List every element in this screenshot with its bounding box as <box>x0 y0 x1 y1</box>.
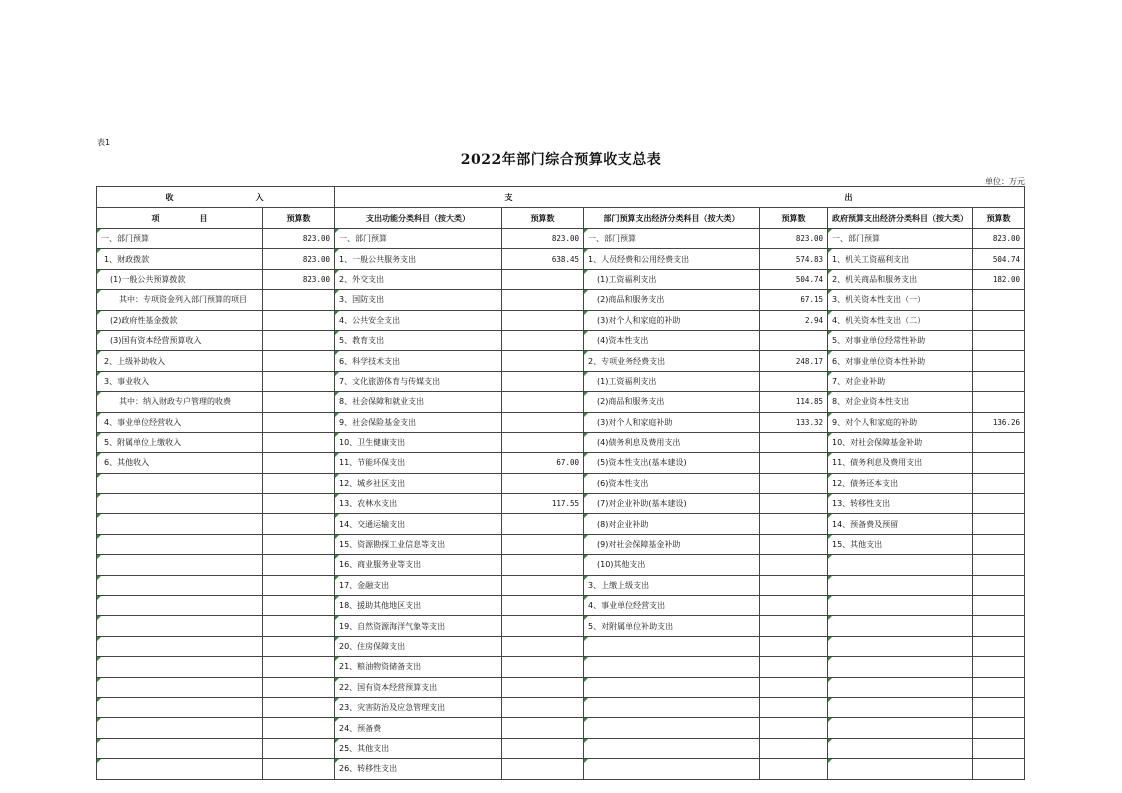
func-item-cell: 17、金融支出 <box>335 575 502 595</box>
dept-econ-item-cell: (3)对个人和家庭补助 <box>584 412 760 432</box>
gov-econ-item-cell: 3、机关资本性支出（一） <box>828 290 973 310</box>
gov-econ-budget-cell <box>973 330 1025 350</box>
income-item-cell <box>97 657 263 677</box>
income-item-cell <box>97 636 263 656</box>
dept-econ-budget-cell <box>760 494 828 514</box>
gov-econ-budget-cell <box>973 596 1025 616</box>
dept-econ-budget-cell <box>760 473 828 493</box>
func-budget-cell <box>502 759 584 779</box>
income-item-cell <box>97 596 263 616</box>
table-row <box>97 596 1025 616</box>
gov-econ-item-cell <box>828 677 973 697</box>
dept-econ-budget-cell <box>760 657 828 677</box>
income-item-cell <box>97 494 263 514</box>
gov-econ-item-cell: 6、对事业单位资本性补助 <box>828 351 973 371</box>
func-budget-cell <box>502 657 584 677</box>
dept-econ-item-cell <box>584 697 760 717</box>
table-row <box>97 351 1025 371</box>
gov-econ-item-cell: 7、对企业补助 <box>828 371 973 391</box>
table-row <box>97 534 1025 554</box>
header-row-columns <box>97 208 1025 229</box>
table-row <box>97 392 1025 412</box>
func-budget-cell <box>502 636 584 656</box>
func-budget-cell <box>502 371 584 391</box>
func-item-cell: 一、部门预算 <box>335 229 502 249</box>
income-budget-cell <box>263 596 335 616</box>
dept-econ-budget-cell: 504.74 <box>760 269 828 289</box>
income-budget-cell <box>263 330 335 350</box>
dept-econ-item-cell <box>584 759 760 779</box>
gov-econ-budget-cell <box>973 392 1025 412</box>
dept-econ-item-cell <box>584 718 760 738</box>
dept-econ-item-cell: 2、专项业务经费支出 <box>584 351 760 371</box>
income-budget-cell <box>263 697 335 717</box>
gov-econ-budget-cell <box>973 718 1025 738</box>
gov-econ-item-cell: 4、机关资本性支出（二） <box>828 310 973 330</box>
func-budget-cell <box>502 534 584 554</box>
gov-econ-item-cell <box>828 616 973 636</box>
table-row <box>97 310 1025 330</box>
func-budget-cell <box>502 330 584 350</box>
func-budget-cell <box>502 473 584 493</box>
table-row <box>97 616 1025 636</box>
gov-econ-item-cell: 13、转移性支出 <box>828 494 973 514</box>
func-budget-cell <box>502 351 584 371</box>
dept-econ-item-cell: (4)资本性支出 <box>584 330 760 350</box>
dept-econ-item-cell: (1)工资福利支出 <box>584 269 760 289</box>
func-budget-cell: 823.00 <box>502 229 584 249</box>
dept-econ-budget-cell: 574.83 <box>760 249 828 269</box>
func-item-cell: 5、教育支出 <box>335 330 502 350</box>
table-row <box>97 555 1025 575</box>
income-item-cell: 其中：纳入财政专户管理的收费 <box>97 392 263 412</box>
income-budget-cell <box>263 636 335 656</box>
income-item-cell <box>97 616 263 636</box>
table-row <box>97 657 1025 677</box>
income-budget-cell: 823.00 <box>263 229 335 249</box>
dept-econ-item-cell: (6)资本性支出 <box>584 473 760 493</box>
gov-econ-budget-cell <box>973 351 1025 371</box>
gov-econ-budget-cell <box>973 514 1025 534</box>
func-item-cell: 23、灾害防治及应急管理支出 <box>335 697 502 717</box>
func-item-cell: 10、卫生健康支出 <box>335 432 502 452</box>
table-row <box>97 514 1025 534</box>
income-item-cell <box>97 759 263 779</box>
table-row <box>97 453 1025 473</box>
income-item-cell: (3)国有资本经营预算收入 <box>97 330 263 350</box>
income-budget-cell <box>263 392 335 412</box>
func-budget-cell <box>502 697 584 717</box>
col-header-item <box>97 208 263 229</box>
table-row <box>97 677 1025 697</box>
income-item-cell: 5、附属单位上缴收入 <box>97 432 263 452</box>
income-budget-cell <box>263 432 335 452</box>
income-item-cell: 4、事业单位经营收入 <box>97 412 263 432</box>
dept-econ-item-cell: 3、上缴上级支出 <box>584 575 760 595</box>
dept-econ-budget-cell: 133.32 <box>760 412 828 432</box>
income-item-cell: 2、上级补助收入 <box>97 351 263 371</box>
dept-econ-item-cell: (2)商品和服务支出 <box>584 392 760 412</box>
dept-econ-item-cell: (10)其他支出 <box>584 555 760 575</box>
col-header-func-category: 支出功能分类科目（按大类） <box>335 208 502 229</box>
func-budget-cell <box>502 677 584 697</box>
income-budget-cell <box>263 473 335 493</box>
dept-econ-item-cell <box>584 738 760 758</box>
dept-econ-item-cell: 一、部门预算 <box>584 229 760 249</box>
dept-econ-budget-cell <box>760 616 828 636</box>
income-item-cell: 1、财政拨款 <box>97 249 263 269</box>
gov-econ-item-cell: 15、其他支出 <box>828 534 973 554</box>
func-budget-cell: 638.45 <box>502 249 584 269</box>
dept-econ-budget-cell <box>760 514 828 534</box>
income-budget-cell <box>263 575 335 595</box>
func-item-cell: 3、国防支出 <box>335 290 502 310</box>
dept-econ-item-cell: (3)对个人和家庭的补助 <box>584 310 760 330</box>
table-row <box>97 249 1025 269</box>
dept-econ-budget-cell <box>760 371 828 391</box>
func-item-cell: 2、外交支出 <box>335 269 502 289</box>
func-item-cell: 1、一般公共服务支出 <box>335 249 502 269</box>
gov-econ-budget-cell <box>973 616 1025 636</box>
income-item-cell: (1)一般公共预算拨款 <box>97 269 263 289</box>
gov-econ-item-cell: 10、对社会保障基金补助 <box>828 432 973 452</box>
func-item-cell: 16、商业服务业等支出 <box>335 555 502 575</box>
table-row <box>97 473 1025 493</box>
table-row <box>97 575 1025 595</box>
income-budget-cell <box>263 494 335 514</box>
dept-econ-budget-cell <box>760 330 828 350</box>
dept-econ-budget-cell: 2.94 <box>760 310 828 330</box>
func-budget-cell <box>502 290 584 310</box>
income-item-cell: 其中：专项资金列入部门预算的项目 <box>97 290 263 310</box>
gov-econ-budget-cell <box>973 494 1025 514</box>
func-item-cell: 20、住房保障支出 <box>335 636 502 656</box>
func-budget-cell <box>502 269 584 289</box>
dept-econ-item-cell: (8)对企业补助 <box>584 514 760 534</box>
dept-econ-item-cell: 4、事业单位经营支出 <box>584 596 760 616</box>
dept-econ-item-cell: (1)工资福利支出 <box>584 371 760 391</box>
gov-econ-item-cell: 11、债务利息及费用支出 <box>828 453 973 473</box>
income-header-char-1: 收 <box>165 192 176 202</box>
func-item-cell: 4、公共安全支出 <box>335 310 502 330</box>
expense-section-header <box>335 187 1025 208</box>
income-budget-cell <box>263 738 335 758</box>
gov-econ-budget-cell: 504.74 <box>973 249 1025 269</box>
gov-econ-item-cell <box>828 636 973 656</box>
income-item-cell <box>97 677 263 697</box>
table-row <box>97 738 1025 758</box>
income-item-cell <box>97 718 263 738</box>
dept-econ-item-cell: 5、对附属单位补助支出 <box>584 616 760 636</box>
income-budget-cell <box>263 616 335 636</box>
income-item-cell <box>97 473 263 493</box>
income-budget-cell: 823.00 <box>263 269 335 289</box>
table-row <box>97 269 1025 289</box>
gov-econ-budget-cell <box>973 677 1025 697</box>
table-row <box>97 697 1025 717</box>
table-row <box>97 636 1025 656</box>
income-budget-cell <box>263 759 335 779</box>
func-item-cell: 14、交通运输支出 <box>335 514 502 534</box>
income-item-cell: 一、部门预算 <box>97 229 263 249</box>
gov-econ-item-cell: 一、部门预算 <box>828 229 973 249</box>
func-item-cell: 22、国有资本经营预算支出 <box>335 677 502 697</box>
table-row <box>97 412 1025 432</box>
table-number-label: 表1 <box>97 138 111 147</box>
table-row <box>97 371 1025 391</box>
dept-econ-item-cell: (5)资本性支出(基本建设) <box>584 453 760 473</box>
table-row <box>97 494 1025 514</box>
gov-econ-item-cell: 12、债务还本支出 <box>828 473 973 493</box>
income-item-cell: (2)政府性基金拨款 <box>97 310 263 330</box>
income-item-cell <box>97 575 263 595</box>
income-item-cell <box>97 514 263 534</box>
income-section-header <box>97 187 335 208</box>
table-row <box>97 330 1025 350</box>
dept-econ-budget-cell: 67.15 <box>760 290 828 310</box>
income-item-cell <box>97 697 263 717</box>
func-budget-cell <box>502 738 584 758</box>
func-budget-cell <box>502 575 584 595</box>
income-budget-cell <box>263 555 335 575</box>
income-budget-cell <box>263 351 335 371</box>
dept-econ-budget-cell <box>760 596 828 616</box>
func-budget-cell <box>502 310 584 330</box>
page-title: 2022年部门综合预算收支总表 <box>460 152 662 168</box>
dept-econ-item-cell: (7)对企业补助(基本建设) <box>584 494 760 514</box>
func-budget-cell <box>502 432 584 452</box>
gov-econ-item-cell: 1、机关工资福利支出 <box>828 249 973 269</box>
income-budget-cell: 823.00 <box>263 249 335 269</box>
income-item-cell <box>97 555 263 575</box>
gov-econ-budget-cell <box>973 453 1025 473</box>
dept-econ-budget-cell <box>760 432 828 452</box>
dept-econ-item-cell: 1、人员经费和公用经费支出 <box>584 249 760 269</box>
gov-econ-item-cell <box>828 759 973 779</box>
dept-econ-budget-cell: 823.00 <box>760 229 828 249</box>
gov-econ-item-cell <box>828 555 973 575</box>
gov-econ-budget-cell <box>973 636 1025 656</box>
income-item-cell <box>97 534 263 554</box>
func-budget-cell: 67.00 <box>502 453 584 473</box>
dept-econ-budget-cell: 114.85 <box>760 392 828 412</box>
dept-econ-item-cell <box>584 677 760 697</box>
func-item-cell: 13、农林水支出 <box>335 494 502 514</box>
col-header-budget-1: 预算数 <box>263 208 335 229</box>
func-budget-cell <box>502 596 584 616</box>
dept-econ-budget-cell <box>760 759 828 779</box>
dept-econ-budget-cell: 248.17 <box>760 351 828 371</box>
func-item-cell: 19、自然资源海洋气象等支出 <box>335 616 502 636</box>
income-budget-cell <box>263 718 335 738</box>
gov-econ-item-cell <box>828 738 973 758</box>
func-budget-cell <box>502 616 584 636</box>
gov-econ-item-cell <box>828 718 973 738</box>
gov-econ-budget-cell <box>973 310 1025 330</box>
unit-label: 单位：万元 <box>985 177 1025 186</box>
income-budget-cell <box>263 514 335 534</box>
dept-econ-item-cell: (2)商品和服务支出 <box>584 290 760 310</box>
table-row <box>97 229 1025 249</box>
func-budget-cell <box>502 412 584 432</box>
func-item-cell: 25、其他支出 <box>335 738 502 758</box>
dept-econ-item-cell <box>584 636 760 656</box>
dept-econ-budget-cell <box>760 697 828 717</box>
dept-econ-item-cell: (9)对社会保障基金补助 <box>584 534 760 554</box>
gov-econ-item-cell: 8、对企业资本性支出 <box>828 392 973 412</box>
income-budget-cell <box>263 657 335 677</box>
income-budget-cell <box>263 371 335 391</box>
expense-header-char-2: 出 <box>844 192 855 202</box>
income-budget-cell <box>263 412 335 432</box>
income-budget-cell <box>263 677 335 697</box>
gov-econ-budget-cell <box>973 738 1025 758</box>
gov-econ-item-cell: 5、对事业单位经常性补助 <box>828 330 973 350</box>
gov-econ-budget-cell <box>973 697 1025 717</box>
gov-econ-budget-cell <box>973 657 1025 677</box>
income-item-cell <box>97 738 263 758</box>
gov-econ-item-cell <box>828 575 973 595</box>
dept-econ-item-cell: (4)债务利息及费用支出 <box>584 432 760 452</box>
gov-econ-item-cell: 2、机关商品和服务支出 <box>828 269 973 289</box>
func-item-cell: 9、社会保险基金支出 <box>335 412 502 432</box>
gov-econ-budget-cell <box>973 534 1025 554</box>
gov-econ-budget-cell <box>973 473 1025 493</box>
header-row-sections <box>97 187 1025 208</box>
gov-econ-budget-cell: 823.00 <box>973 229 1025 249</box>
income-budget-cell <box>263 290 335 310</box>
gov-econ-budget-cell: 136.26 <box>973 412 1025 432</box>
gov-econ-budget-cell <box>973 759 1025 779</box>
budget-summary-table <box>96 186 1025 780</box>
income-item-cell: 3、事业收入 <box>97 371 263 391</box>
income-item-cell: 6、其他收入 <box>97 453 263 473</box>
income-budget-cell <box>263 453 335 473</box>
expense-header-char-1: 支 <box>504 192 515 202</box>
gov-econ-budget-cell: 182.00 <box>973 269 1025 289</box>
func-item-cell: 7、文化旅游体育与传媒支出 <box>335 371 502 391</box>
func-item-cell: 24、预备费 <box>335 718 502 738</box>
table-row <box>97 759 1025 779</box>
gov-econ-item-cell <box>828 596 973 616</box>
func-item-cell: 11、节能环保支出 <box>335 453 502 473</box>
func-budget-cell <box>502 514 584 534</box>
func-item-cell: 8、社会保障和就业支出 <box>335 392 502 412</box>
dept-econ-budget-cell <box>760 677 828 697</box>
col-header-dept-econ-category: 部门预算支出经济分类科目（按大类） <box>584 208 760 229</box>
gov-econ-item-cell: 9、对个人和家庭的补助 <box>828 412 973 432</box>
dept-econ-budget-cell <box>760 453 828 473</box>
dept-econ-budget-cell <box>760 718 828 738</box>
income-header-char-2: 入 <box>255 192 266 202</box>
func-item-cell: 12、城乡社区支出 <box>335 473 502 493</box>
gov-econ-budget-cell <box>973 575 1025 595</box>
table-body <box>97 229 1025 780</box>
income-budget-cell <box>263 310 335 330</box>
func-budget-cell <box>502 718 584 738</box>
table-row <box>97 718 1025 738</box>
func-budget-cell: 117.55 <box>502 494 584 514</box>
table-row <box>97 290 1025 310</box>
col-header-item-char-1: 项 <box>151 213 160 223</box>
col-header-budget-3: 预算数 <box>760 208 828 229</box>
dept-econ-budget-cell <box>760 636 828 656</box>
income-budget-cell <box>263 534 335 554</box>
gov-econ-budget-cell <box>973 290 1025 310</box>
dept-econ-item-cell <box>584 657 760 677</box>
func-item-cell: 15、资源勘探工业信息等支出 <box>335 534 502 554</box>
dept-econ-budget-cell <box>760 575 828 595</box>
func-item-cell: 26、转移性支出 <box>335 759 502 779</box>
func-item-cell: 21、粮油物资储备支出 <box>335 657 502 677</box>
func-budget-cell <box>502 555 584 575</box>
gov-econ-budget-cell <box>973 371 1025 391</box>
func-item-cell: 6、科学技术支出 <box>335 351 502 371</box>
col-header-item-char-2: 目 <box>199 213 208 223</box>
gov-econ-item-cell <box>828 657 973 677</box>
dept-econ-budget-cell <box>760 738 828 758</box>
col-header-gov-econ-category: 政府预算支出经济分类科目（按大类） <box>828 208 973 229</box>
col-header-budget-4: 预算数 <box>973 208 1025 229</box>
table-row <box>97 432 1025 452</box>
gov-econ-item-cell: 14、预备费及预留 <box>828 514 973 534</box>
func-budget-cell <box>502 392 584 412</box>
func-item-cell: 18、援助其他地区支出 <box>335 596 502 616</box>
dept-econ-budget-cell <box>760 555 828 575</box>
col-header-budget-2: 预算数 <box>502 208 584 229</box>
gov-econ-budget-cell <box>973 555 1025 575</box>
gov-econ-item-cell <box>828 697 973 717</box>
dept-econ-budget-cell <box>760 534 828 554</box>
gov-econ-budget-cell <box>973 432 1025 452</box>
